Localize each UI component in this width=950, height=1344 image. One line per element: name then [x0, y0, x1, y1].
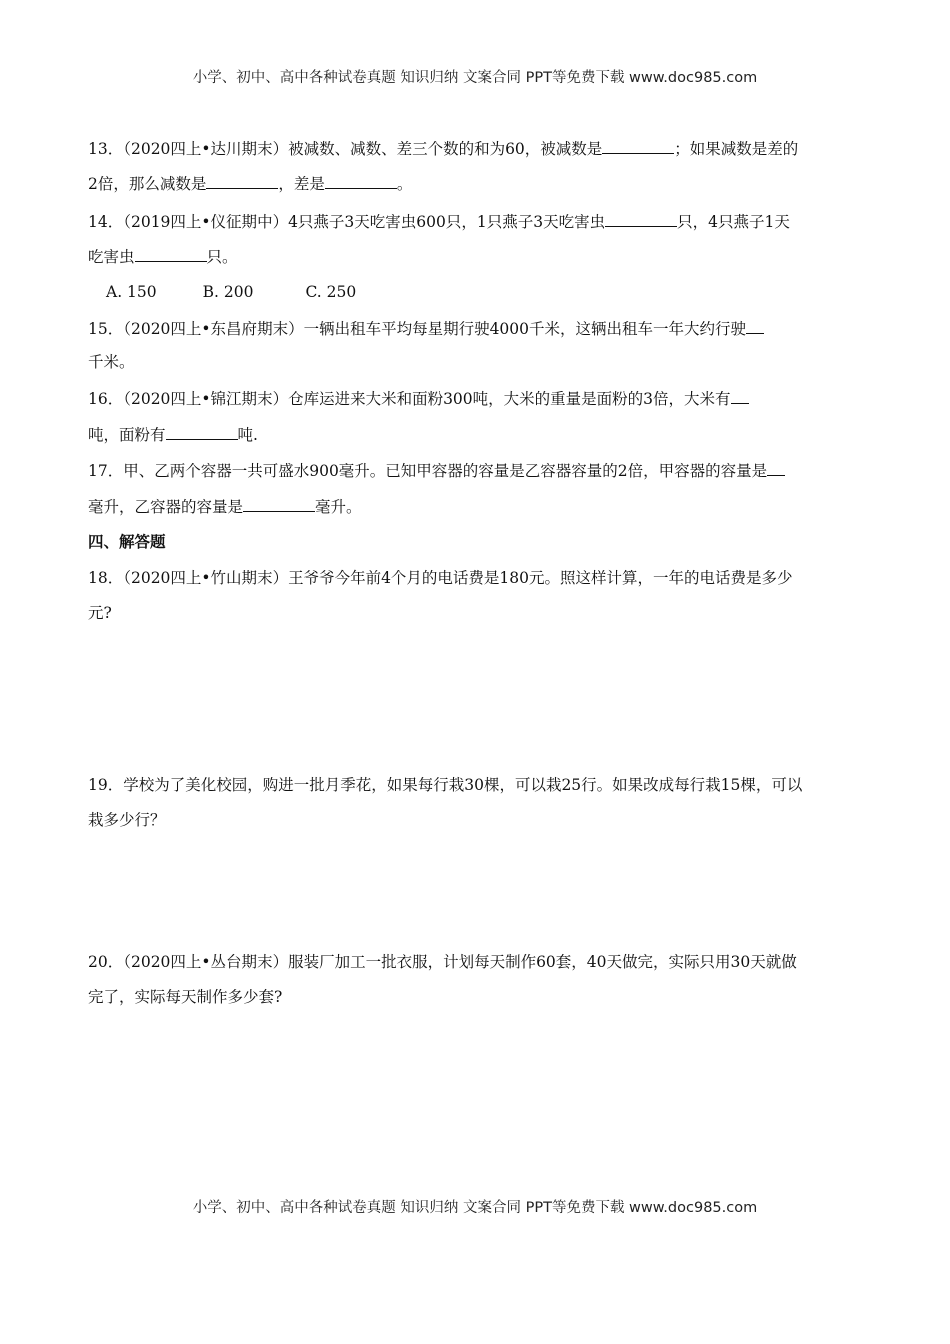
option-c: C. 250: [305, 283, 357, 301]
question-text: 。: [396, 175, 413, 193]
question-text: 元?: [88, 604, 112, 622]
answer-blank[interactable]: [602, 138, 674, 154]
question-line: [88, 173, 412, 194]
question-text: ，差是: [278, 175, 325, 193]
question-text: 毫升，乙容器的容量是: [88, 498, 244, 516]
question-text: 吃害虫: [88, 248, 135, 266]
answer-blank[interactable]: [605, 211, 677, 227]
header-banner: 小学、初中、高中各种试卷真题 知识归纳 文案合同 PPT等免费下载 www.doc985.com: [192, 70, 758, 86]
answer-options: [106, 282, 408, 302]
question-text: 14．（2019四上•仪征期中）4只燕子3天吃害虫600只，1只燕子3天吃害虫: [88, 213, 606, 231]
answer-blank[interactable]: [731, 388, 749, 404]
question-text: 2倍，那么减数是: [88, 175, 207, 193]
footer-banner: 小学、初中、高中各种试卷真题 知识归纳 文案合同 PPT等免费下载 www.doc985.com: [192, 1200, 758, 1216]
option-a: A. 150: [106, 283, 157, 301]
question-text: 18．（2020四上•竹山期末）王爷爷今年前4个月的电话费是180元。照这样计算，一年的电话费是多少: [88, 569, 793, 587]
answer-blank[interactable]: [746, 318, 764, 334]
question-line: [88, 211, 790, 232]
section-heading: 四、解答题: [88, 533, 166, 551]
question-line: [88, 987, 282, 1007]
question-text: 15．（2020四上•东昌府期末）一辆出租车平均每星期行驶4000千米，这辆出租车一年大约行驶: [88, 320, 747, 338]
question-text: 吨，面粉有: [88, 426, 166, 444]
question-line: [88, 775, 802, 795]
answer-blank[interactable]: [243, 496, 315, 512]
question-text: 19．学校为了美化校园，购进一批月季花，如果每行栽30棵，可以栽25行。如果改成每行栽15棵，可以: [88, 776, 803, 794]
question-text: 吨.: [237, 426, 258, 444]
answer-blank[interactable]: [325, 173, 397, 189]
question-line: [88, 388, 749, 409]
question-text: 只。: [206, 248, 238, 266]
question-line: [88, 952, 797, 972]
question-text: 20．（2020四上•丛台期末）服装厂加工一批衣服，计划每天制作60套，40天做完，实际只用30天就做: [88, 953, 797, 971]
question-text: 栽多少行？: [88, 811, 166, 829]
question-line: [88, 246, 238, 267]
option-b: B. 200: [202, 283, 254, 301]
answer-blank[interactable]: [166, 424, 238, 440]
question-text: 千米。: [88, 353, 135, 371]
question-line: [88, 603, 112, 623]
question-text: 13．（2020四上•达川期末）被减数、减数、差三个数的和为60，被减数是: [88, 140, 603, 158]
question-line: [88, 318, 764, 339]
question-line: [88, 138, 798, 159]
question-line: [88, 424, 258, 445]
question-text: 完了，实际每天制作多少套?: [88, 988, 283, 1006]
question-text: 毫升。: [315, 498, 362, 516]
question-text: ；如果减数是差的: [674, 140, 799, 158]
question-text: 只，4只燕子1天: [677, 213, 790, 231]
answer-blank[interactable]: [206, 173, 278, 189]
question-line: [88, 460, 785, 481]
answer-blank[interactable]: [135, 246, 207, 262]
answer-blank[interactable]: [767, 460, 785, 476]
question-line: [88, 496, 362, 517]
question-line: [88, 810, 166, 830]
question-text: 17．甲、乙两个容器一共可盛水900毫升。已知甲容器的容量是乙容器容量的2倍，甲容器的容量是: [88, 462, 768, 480]
question-text: 16．（2020四上•锦江期末）仓库运进来大米和面粉300吨，大米的重量是面粉的3倍，大米有: [88, 390, 731, 408]
question-line: [88, 352, 135, 372]
question-line: [88, 568, 793, 588]
